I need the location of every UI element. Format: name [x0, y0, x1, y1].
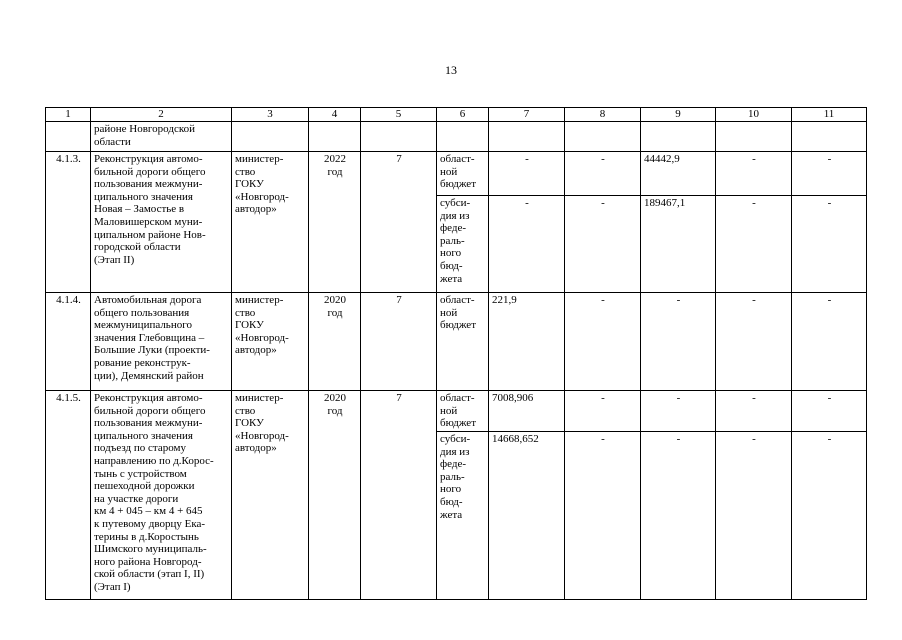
- column-header: 1: [46, 108, 91, 122]
- item-number: 4.1.3.: [46, 152, 91, 293]
- item-target: 7: [361, 391, 437, 600]
- amount-cell: -: [792, 432, 867, 600]
- item-name: районе Новгородской области: [91, 122, 232, 152]
- amount-cell: 7008,906: [489, 391, 565, 432]
- amount-cell: -: [565, 293, 641, 391]
- column-header: 6: [437, 108, 489, 122]
- amount-cell: -: [716, 152, 792, 196]
- amount-cell: -: [641, 432, 716, 600]
- table-row: [46, 293, 867, 391]
- amount-cell: -: [792, 293, 867, 391]
- item-name: Реконструкция автомо- бильной дороги общего пользования межмуни- ципального значения Новая – Замостье в Маловишерском муни- ципальном районе Нов- городской области (Этап II): [91, 152, 232, 293]
- column-header: 11: [792, 108, 867, 122]
- item-executor: министер- ство ГОКУ «Новгород- автодор»: [232, 391, 309, 600]
- amount-cell: 221,9: [489, 293, 565, 391]
- item-executor: министер- ство ГОКУ «Новгород- автодор»: [232, 152, 309, 293]
- table-row: [46, 391, 867, 432]
- program-table: [45, 107, 867, 600]
- column-header: 4: [309, 108, 361, 122]
- amount-cell: -: [716, 196, 792, 293]
- table-row: [46, 152, 867, 196]
- amount-cell: -: [489, 152, 565, 196]
- amount-cell: -: [565, 432, 641, 600]
- column-header: 10: [716, 108, 792, 122]
- column-header: 8: [565, 108, 641, 122]
- amount-cell: -: [565, 152, 641, 196]
- item-target: 7: [361, 293, 437, 391]
- amount-cell: -: [489, 196, 565, 293]
- item-target: 7: [361, 152, 437, 293]
- amount-cell: -: [641, 293, 716, 391]
- amount-cell: -: [792, 391, 867, 432]
- table-header-row: [46, 108, 867, 122]
- item-number: 4.1.5.: [46, 391, 91, 600]
- funding-source: област- ной бюджет: [437, 293, 489, 391]
- amount-cell: -: [716, 432, 792, 600]
- item-number: 4.1.4.: [46, 293, 91, 391]
- amount-cell: -: [565, 196, 641, 293]
- item-executor: министер- ство ГОКУ «Новгород- автодор»: [232, 293, 309, 391]
- item-year: 2020 год: [309, 293, 361, 391]
- funding-source: област- ной бюджет: [437, 391, 489, 432]
- funding-source: субси- дия из феде- раль- ного бюд- жета: [437, 432, 489, 600]
- amount-cell: 189467,1: [641, 196, 716, 293]
- column-header: 5: [361, 108, 437, 122]
- item-year: 2022 год: [309, 152, 361, 293]
- amount-cell: -: [641, 391, 716, 432]
- funding-source: област- ной бюджет: [437, 152, 489, 196]
- item-year: 2020 год: [309, 391, 361, 600]
- amount-cell: 44442,9: [641, 152, 716, 196]
- column-header: 7: [489, 108, 565, 122]
- item-name: Автомобильная дорога общего пользования межмуниципального значения Глебовщина – Большие Луки (проекти- рование реконструк- ции), Демянский район: [91, 293, 232, 391]
- column-header: 9: [641, 108, 716, 122]
- page-number: 13: [445, 63, 457, 77]
- amount-cell: -: [792, 152, 867, 196]
- amount-cell: -: [716, 391, 792, 432]
- item-name: Реконструкция автомо- бильной дороги общего пользования межмуни- ципального значения подъезд по старому направлению по д.Корос- тынь с устройством пешеходной дорожки на участке дороги км 4 + 045 – км 4 + 645 к путевому дворцу Ека- терины в д.Коростынь Шимского муниципаль- ного района Новгород- ской области (этап I, II) (Этап I): [91, 391, 232, 600]
- funding-source: субси- дия из феде- раль- ного бюд- жета: [437, 196, 489, 293]
- amount-cell: -: [565, 391, 641, 432]
- column-header: 2: [91, 108, 232, 122]
- column-header: 3: [232, 108, 309, 122]
- amount-cell: -: [792, 196, 867, 293]
- table-row-continuation: [46, 122, 867, 152]
- amount-cell: -: [716, 293, 792, 391]
- amount-cell: 14668,652: [489, 432, 565, 600]
